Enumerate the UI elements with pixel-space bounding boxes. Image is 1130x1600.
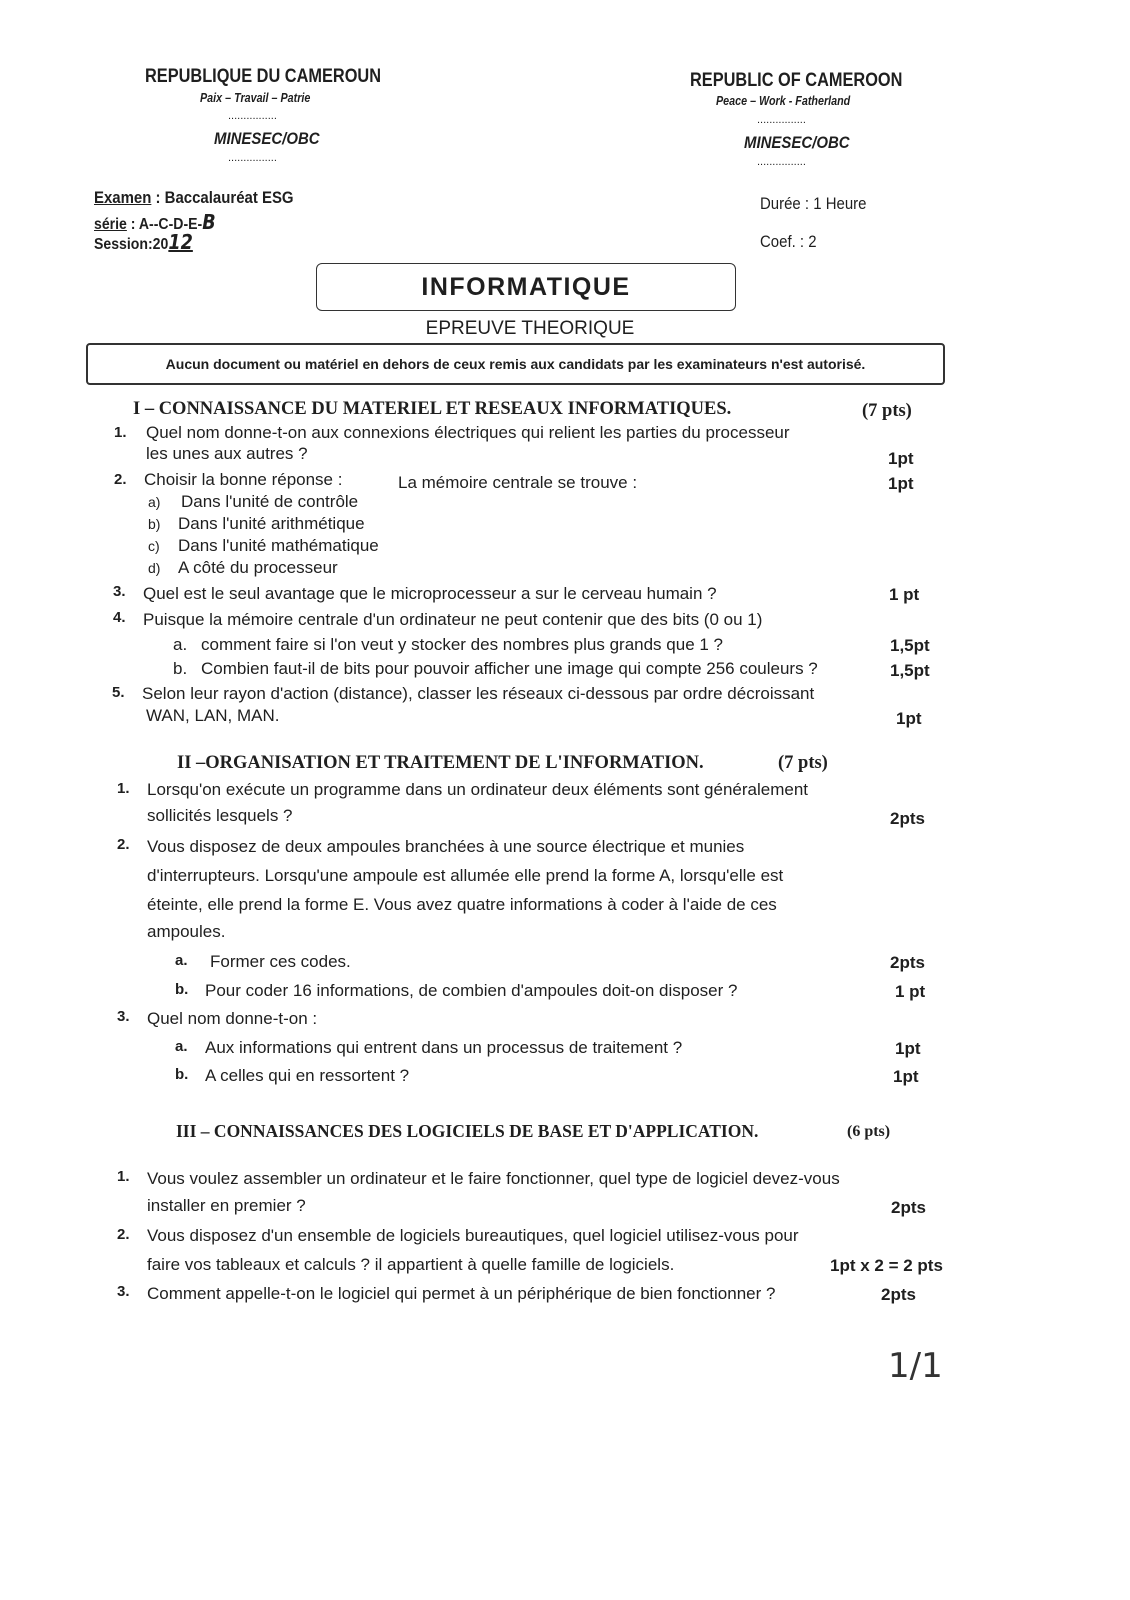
question-text: comment faire si l'on veut y stocker des nombres plus grands que 1 ? bbox=[201, 635, 724, 654]
section-2-heading: II –ORGANISATION ET TRAITEMENT DE L'INFORMATION. bbox=[177, 753, 704, 773]
session-handwritten: 12 bbox=[168, 230, 193, 254]
question-text: Quel nom donne-t-on : bbox=[147, 1009, 318, 1028]
question-number: 2. bbox=[117, 836, 130, 853]
question-text: sollicités lesquels ? bbox=[147, 806, 293, 825]
question-number: 2. bbox=[114, 471, 127, 488]
option-letter: d) bbox=[148, 560, 161, 576]
question-text: d'interrupteurs. Lorsqu'une ampoule est allumée elle prend la forme A, lorsqu'elle est bbox=[147, 866, 784, 885]
question-text: ampoules. bbox=[147, 922, 226, 941]
question-number: 1. bbox=[117, 1168, 130, 1185]
sub-question-letter: a. bbox=[173, 635, 188, 654]
rules-notice: Aucun document ou matériel en dehors de ceux remis aux candidats par les examinateurs n'est autorisé. bbox=[86, 343, 945, 385]
ministry-en: MINESEC/OBC bbox=[744, 133, 850, 152]
question-text: Quel est le seul avantage que le microprocesseur a sur le cerveau humain ? bbox=[143, 584, 717, 603]
section-1-points: (7 pts) bbox=[862, 401, 912, 421]
question-text: Pour coder 16 informations, de combien d'ampoules doit-on disposer ? bbox=[205, 981, 738, 1000]
question-points: 2pts bbox=[890, 809, 925, 828]
question-text: WAN, LAN, MAN. bbox=[146, 706, 280, 725]
question-number: 2. bbox=[117, 1226, 130, 1243]
question-points: 1pt bbox=[895, 1039, 921, 1058]
question-points: 1pt bbox=[888, 449, 914, 468]
question-number: 1. bbox=[114, 424, 127, 441]
question-number: 4. bbox=[113, 609, 126, 626]
duration: Durée : 1 Heure bbox=[760, 194, 867, 213]
question-text: les unes aux autres ? bbox=[146, 444, 308, 463]
question-number: 3. bbox=[117, 1008, 130, 1025]
question-text: Combien faut-il de bits pour pouvoir afficher une image qui compte 256 couleurs ? bbox=[201, 659, 818, 678]
question-points: 1pt x 2 = 2 pts bbox=[830, 1256, 943, 1275]
option-text: Dans l'unité mathématique bbox=[178, 536, 379, 555]
option-letter: c) bbox=[148, 538, 160, 554]
question-points: 2pts bbox=[891, 1198, 926, 1217]
question-number: 3. bbox=[117, 1283, 130, 1300]
country-name-en: REPUBLIC OF CAMEROON bbox=[690, 70, 903, 91]
question-text: La mémoire centrale se trouve : bbox=[398, 473, 638, 492]
question-text: Quel nom donne-t-on aux connexions électriques qui relient les parties du processeur bbox=[146, 423, 790, 442]
exam-value: : Baccalauréat ESG bbox=[151, 188, 294, 207]
session-line bbox=[94, 230, 193, 254]
divider-dots: ................ bbox=[228, 152, 277, 164]
question-text: Vous disposez d'un ensemble de logiciels bureautiques, quel logiciel utilisez-vous pour bbox=[147, 1226, 799, 1245]
country-name-fr: REPUBLIQUE DU CAMEROUN bbox=[145, 66, 382, 87]
question-points: 1 pt bbox=[895, 982, 926, 1001]
sub-question-letter: b. bbox=[173, 659, 188, 678]
section-3-heading: III – CONNAISSANCES DES LOGICIELS DE BASE ET D'APPLICATION. bbox=[176, 1121, 759, 1141]
motto-en: Peace – Work - Fatherland bbox=[716, 94, 851, 108]
serie-handwritten: B bbox=[202, 210, 216, 234]
question-text: faire vos tableaux et calculs ? il appartient à quelle famille de logiciels. bbox=[147, 1255, 675, 1274]
sub-question-letter: a. bbox=[175, 952, 188, 969]
question-text: éteinte, elle prend la forme E. Vous avez quatre informations à coder à l'aide de ces bbox=[147, 895, 777, 914]
question-points: 1,5pt bbox=[890, 636, 930, 655]
question-text: Vous disposez de deux ampoules branchées à une source électrique et munies bbox=[147, 837, 745, 856]
question-points: 1 pt bbox=[889, 585, 920, 604]
question-text: Puisque la mémoire centrale d'un ordinateur ne peut contenir que des bits (0 ou 1) bbox=[143, 610, 763, 629]
question-number: 1. bbox=[117, 780, 130, 797]
serie-label: série bbox=[94, 216, 127, 233]
ministry-fr: MINESEC/OBC bbox=[214, 129, 320, 148]
section-3-points: (6 pts) bbox=[847, 1123, 891, 1140]
question-number: 3. bbox=[113, 583, 126, 600]
question-points: 1pt bbox=[888, 474, 914, 493]
question-points: 1pt bbox=[896, 709, 922, 728]
question-number: 5. bbox=[112, 684, 125, 701]
option-text: Dans l'unité de contrôle bbox=[181, 492, 359, 511]
question-text: Lorsqu'on exécute un programme dans un ordinateur deux éléments sont généralement bbox=[147, 780, 808, 799]
sub-question-letter: b. bbox=[175, 981, 189, 998]
question-text: Former ces codes. bbox=[210, 952, 351, 971]
subject-title: INFORMATIQUE bbox=[316, 263, 736, 311]
question-points: 2pts bbox=[890, 953, 925, 972]
option-letter: a) bbox=[148, 494, 161, 510]
divider-dots: ................ bbox=[757, 156, 806, 168]
sub-question-letter: b. bbox=[175, 1066, 189, 1083]
page-number-handwritten: 1/1 bbox=[888, 1346, 943, 1386]
exam-subtitle: EPREUVE THEORIQUE bbox=[425, 318, 635, 339]
question-text: Selon leur rayon d'action (distance), classer les réseaux ci-dessous par ordre décroissant bbox=[142, 684, 815, 703]
question-text: Comment appelle-t-on le logiciel qui permet à un périphérique de bien fonctionner ? bbox=[147, 1284, 776, 1303]
option-letter: b) bbox=[148, 516, 161, 532]
section-2-points: (7 pts) bbox=[778, 753, 828, 773]
section-1-heading: I – CONNAISSANCE DU MATERIEL ET RESEAUX INFORMATIQUES. bbox=[133, 399, 732, 419]
session-label: Session:20 bbox=[94, 236, 169, 253]
question-text: Aux informations qui entrent dans un processus de traitement ? bbox=[205, 1038, 683, 1057]
coefficient: Coef. : 2 bbox=[760, 232, 817, 251]
exam-label: Examen bbox=[94, 188, 152, 207]
question-points: 2pts bbox=[881, 1285, 916, 1304]
question-text: Vous voulez assembler un ordinateur et le faire fonctionner, quel type de logiciel devez-vous bbox=[147, 1169, 840, 1188]
divider-dots: ................ bbox=[228, 110, 277, 122]
option-text: Dans l'unité arithmétique bbox=[178, 514, 365, 533]
option-text: A côté du processeur bbox=[178, 558, 338, 577]
question-text: A celles qui en ressortent ? bbox=[205, 1066, 410, 1085]
sub-question-letter: a. bbox=[175, 1038, 188, 1055]
serie-value: : A--C-D-E- bbox=[126, 216, 203, 233]
exam-line bbox=[94, 188, 294, 208]
question-points: 1pt bbox=[893, 1067, 919, 1086]
question-text: Choisir la bonne réponse : bbox=[144, 470, 343, 489]
question-points: 1,5pt bbox=[890, 661, 930, 680]
question-text: installer en premier ? bbox=[147, 1196, 306, 1215]
divider-dots: ................ bbox=[757, 114, 806, 126]
motto-fr: Paix – Travail – Patrie bbox=[200, 91, 311, 105]
